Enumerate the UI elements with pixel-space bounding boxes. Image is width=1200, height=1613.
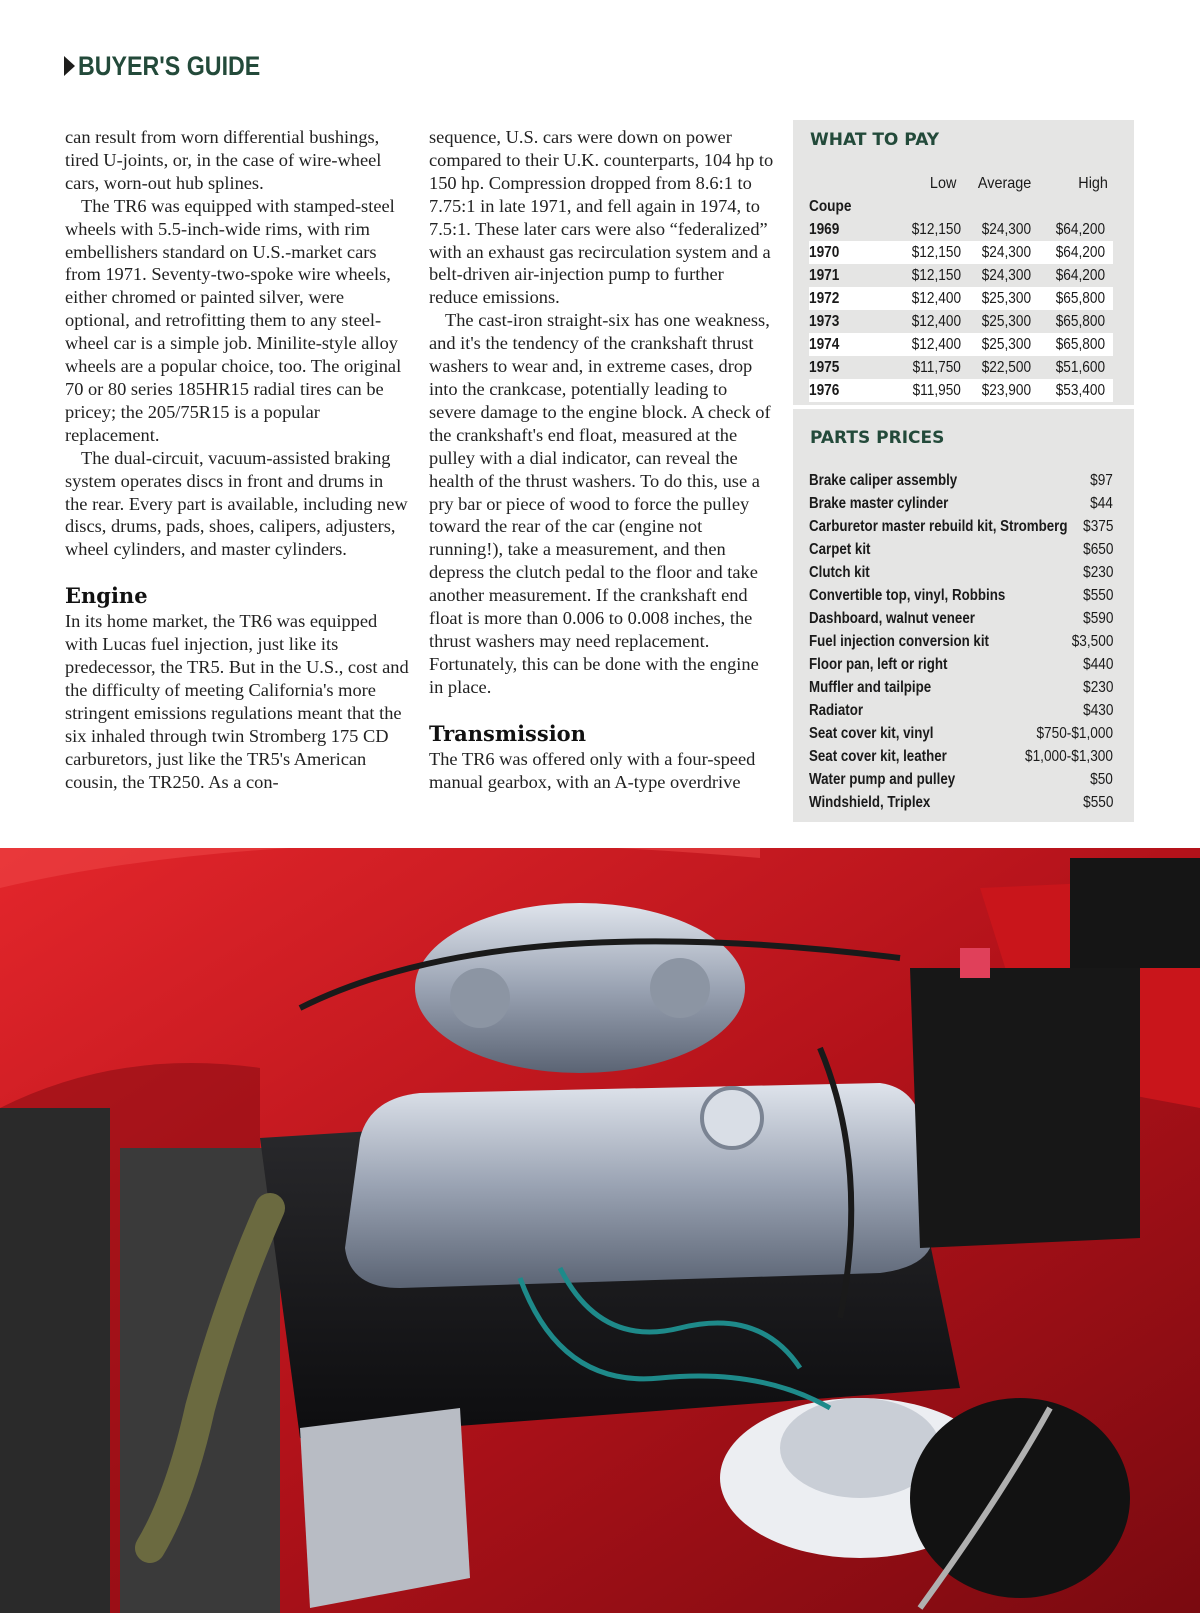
high-price-cell: $53,400	[1055, 382, 1105, 399]
triangle-icon	[64, 56, 75, 76]
list-item	[809, 584, 1113, 607]
engine-heading: Engine	[65, 583, 148, 609]
year-cell: 1973	[809, 313, 840, 330]
low-price-cell: $12,400	[911, 290, 961, 307]
part-price: $750-$1,000	[1036, 725, 1113, 742]
list-item	[809, 492, 1113, 515]
body-style-label: Coupe	[809, 198, 852, 215]
table-row	[809, 333, 1113, 356]
paragraph: The dual-circuit, vacuum-assisted braking system operates discs in front and drums in the rear. Every part is available, including new discs, drums, pads, shoes, calipers, adjusters, wheel cylinders, and master cylinders.	[65, 447, 408, 560]
list-item	[809, 515, 1113, 538]
list-item	[809, 653, 1113, 676]
low-price-cell: $12,400	[911, 313, 961, 330]
paragraph: The TR6 was equipped with stamped-steel wheels with 5.5-inch-wide rims, with rim embellishers standard on U.S.-market cars from 1971. Seventy-two-spoke wire wheels, either chromed or painted silver, were optional, and retrofitting them to any steel-wheel car is a simple job. Minilite-style alloy wheels are a popular choice, too. The original 70 or 80 series 185HR15 radial tires can be pricey; the 205/75R15 is a popular replacement.	[65, 195, 402, 445]
year-cell: 1969	[809, 221, 840, 238]
parts-prices-title: PARTS PRICES	[810, 428, 945, 448]
column-header-high: High	[1078, 175, 1108, 192]
list-item	[809, 768, 1113, 791]
year-cell: 1976	[809, 382, 840, 399]
column-header-low: Low	[929, 175, 956, 192]
part-price: $430	[1082, 702, 1113, 719]
paragraph: The TR6 was offered only with a four-speed manual gearbox, with an A-type overdrive	[429, 748, 756, 792]
section-header	[64, 50, 290, 82]
high-price-cell: $65,800	[1055, 313, 1105, 330]
list-item	[809, 630, 1113, 653]
low-price-cell: $12,150	[911, 244, 961, 261]
column-header-average: Average	[977, 175, 1031, 192]
engine-bay-photo	[0, 848, 1200, 1613]
part-name: Brake caliper assembly	[809, 472, 958, 489]
table-row	[809, 218, 1113, 241]
table-row	[809, 264, 1113, 287]
list-item	[809, 538, 1113, 561]
divider	[793, 405, 1134, 409]
part-name: Dashboard, walnut veneer	[809, 610, 975, 627]
part-price: $44	[1090, 495, 1113, 512]
paragraph: can result from worn differential bushings, tired U-joints, or, in the case of wire-wheel cars, worn-out hub splines.	[65, 127, 382, 193]
year-cell: 1972	[809, 290, 840, 307]
list-item	[809, 469, 1113, 492]
part-name: Radiator	[809, 702, 864, 719]
average-price-cell: $25,300	[981, 290, 1031, 307]
table-header-row	[809, 172, 1113, 195]
part-price: $230	[1082, 679, 1113, 696]
part-name: Fuel injection conversion kit	[809, 633, 989, 650]
price-sidebar	[793, 120, 1134, 822]
part-price: $550	[1082, 587, 1113, 604]
list-item	[809, 791, 1113, 814]
average-price-cell: $23,900	[981, 382, 1031, 399]
table-body	[809, 218, 1113, 402]
part-name: Seat cover kit, leather	[809, 748, 947, 765]
part-price: $50	[1090, 771, 1113, 788]
paragraph: The cast-iron straight-six has one weakness, and it's the tendency of the crankshaft thrust washers to wear and, in extreme cases, drop into the crankcase, potentially leading to severe damage to the engine block. A check of the crankshaft's end float, measured at the pulley with a dial indicator, can reveal the health of the thrust washers. To do this, use a pry bar or piece of wood to force the pulley toward the rear of the car (engine not running!), take a measurement, and then depress the clutch pedal to the floor and take another measurement. If the crankshaft end float is more than 0.006 to 0.008 inches, the thrust washers may need replacement. Fortunately, this can be done with the engine in place.	[429, 310, 771, 697]
average-price-cell: $24,300	[981, 244, 1031, 261]
paragraph: In its home market, the TR6 was equipped with Lucas fuel injection, just like its predecessor, the TR5. But in the U.S., cost and the difficulty of meeting California's more stringent emissions regulations meant that the six inhaled through twin Stromberg 175 CD carburetors, just like the TR5's American cousin, the TR250. As a con-	[65, 611, 409, 792]
high-price-cell: $65,800	[1055, 290, 1105, 307]
average-price-cell: $24,300	[981, 221, 1031, 238]
average-price-cell: $25,300	[981, 313, 1031, 330]
paragraph: sequence, U.S. cars were down on power compared to their U.K. counterparts, 104 hp to 150 hp. Compression dropped from 8.6:1 to 7.75:1 in late 1971, and fell again in 1974, to 7.5:1. These later cars were also “federalized” with an exhaust gas recirculation system and a belt-driven air-injection pump to further reduce emissions.	[429, 127, 774, 308]
text-column-1	[65, 126, 410, 793]
list-item	[809, 676, 1113, 699]
average-price-cell: $22,500	[981, 359, 1031, 376]
part-name: Brake master cylinder	[809, 495, 949, 512]
part-price: $1,000-$1,300	[1025, 748, 1113, 765]
what-to-pay-title: WHAT TO PAY	[810, 130, 940, 150]
table-row	[809, 310, 1113, 333]
part-price: $3,500	[1071, 633, 1113, 650]
year-cell: 1970	[809, 244, 840, 261]
part-name: Carburetor master rebuild kit, Stromberg	[809, 518, 1068, 535]
list-item	[809, 607, 1113, 630]
parts-price-list	[809, 469, 1113, 814]
year-cell: 1971	[809, 267, 840, 284]
high-price-cell: $64,200	[1055, 221, 1105, 238]
year-cell: 1975	[809, 359, 840, 376]
list-item	[809, 561, 1113, 584]
high-price-cell: $51,600	[1055, 359, 1105, 376]
high-price-cell: $64,200	[1055, 244, 1105, 261]
list-item	[809, 722, 1113, 745]
table-row	[809, 379, 1113, 402]
part-name: Carpet kit	[809, 541, 871, 558]
part-name: Convertible top, vinyl, Robbins	[809, 587, 1006, 604]
part-name: Floor pan, left or right	[809, 656, 948, 673]
average-price-cell: $24,300	[981, 267, 1031, 284]
year-cell: 1974	[809, 336, 840, 353]
table-row	[809, 241, 1113, 264]
list-item	[809, 745, 1113, 768]
average-price-cell: $25,300	[981, 336, 1031, 353]
part-price: $590	[1082, 610, 1113, 627]
section-title: BUYER'S GUIDE	[78, 50, 261, 81]
part-price: $375	[1082, 518, 1113, 535]
part-name: Clutch kit	[809, 564, 870, 581]
part-price: $550	[1082, 794, 1113, 811]
low-price-cell: $11,750	[912, 359, 961, 376]
what-to-pay-table	[809, 172, 1113, 402]
table-row	[809, 356, 1113, 379]
part-name: Seat cover kit, vinyl	[809, 725, 934, 742]
part-price: $230	[1082, 564, 1113, 581]
low-price-cell: $12,400	[911, 336, 961, 353]
table-row	[809, 287, 1113, 310]
low-price-cell: $12,150	[911, 221, 961, 238]
text-column-2	[429, 126, 774, 793]
part-price: $650	[1082, 541, 1113, 558]
part-name: Muffler and tailpipe	[809, 679, 932, 696]
low-price-cell: $11,950	[912, 382, 961, 399]
part-name: Windshield, Triplex	[809, 794, 931, 811]
list-item	[809, 699, 1113, 722]
part-name: Water pump and pulley	[809, 771, 956, 788]
low-price-cell: $12,150	[911, 267, 961, 284]
high-price-cell: $64,200	[1055, 267, 1105, 284]
part-price: $97	[1090, 472, 1113, 489]
transmission-heading: Transmission	[429, 720, 586, 746]
part-price: $440	[1082, 656, 1113, 673]
high-price-cell: $65,800	[1055, 336, 1105, 353]
